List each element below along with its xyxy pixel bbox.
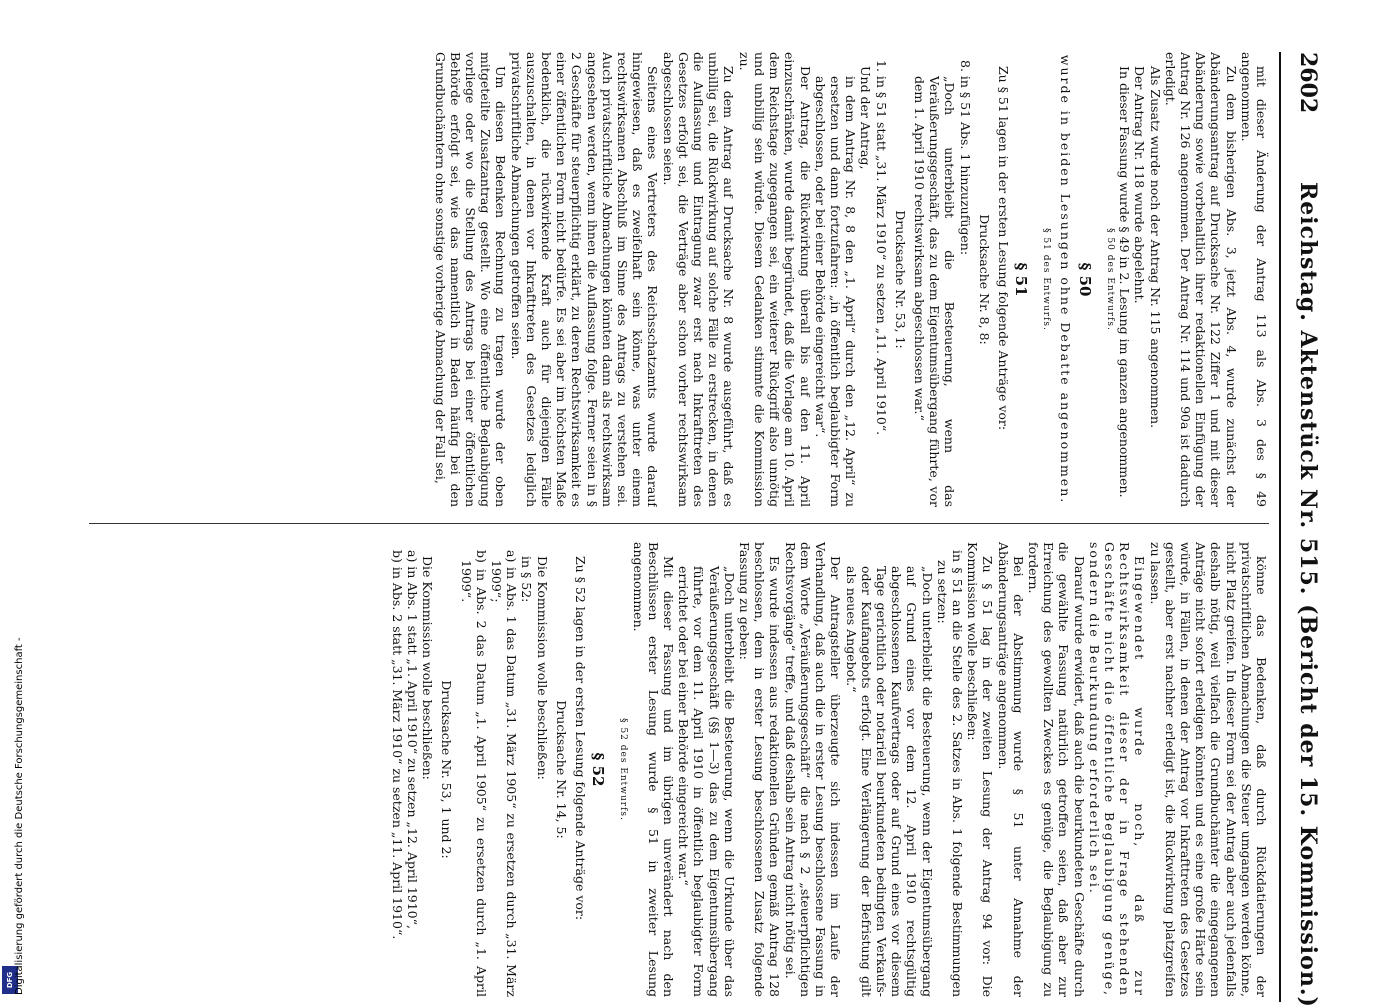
paragraph: Als Zusatz wurde noch der Antrag Nr. 115 angenommen. [1147,66,1163,429]
paragraph: wurde in beiden Lesungen ohne Debatte angenommen. [1057,54,1073,505]
motion-item: a) in Abs. 1 statt „1. April 1910“ zu setzen „12. April 1910“, [405,550,421,930]
section-subhead-50: § 50 des Entwurfs. [1104,228,1115,331]
quoted-text: in dem Antrag Nr. 8, 8 den „1. April“ durch den „12. April“ zu ersetzen und dann fortzufahren: „in öffentlich beglaubigter Form abgeschlossen, oder bei einer Behörde eingereicht war“. [812,76,859,507]
paragraph: Der Antragsteller überzeugte sich indessen im Laufe der Verhandlung, daß auch die in erster Lesung beschlossene Fassung in dem Worte „Veräußerungsgeschäft“ die nach § 2 „steuerpflichtigen Rechtsvorgänge“ treffe, und daß deshalb sein Antrag nicht nötig sei. [782,542,844,997]
paragraph: Mit dieser Fassung und im übrigen unverändert nach den Beschlüssen erster Lesung wurde § 51 in zweiter Lesung angenommen. [630,542,677,997]
motion-item: in § 51 an die Stelle des 2. Satzes in Abs. 1 folgende Bestimmungen zu setzen: [934,550,965,997]
motion-item: b) in Abs. 2 statt „31. März 1910“ zu setzen „11. April 1910“. [389,550,405,940]
paragraph: in § 52: [519,556,535,603]
paragraph: mit dieser Änderung der Antrag 113 als Abs. 3 des § 49 angenommen. [1238,52,1269,507]
paragraph: In dieser Fassung wurde § 49 in 2. Lesung im ganzen angenommen. [1117,66,1133,498]
paragraph: Bei der Abstimmung wurde § 51 unter Annahme der Abänderungsanträge angenommen. [995,542,1026,997]
page-number: 2602 [1295,52,1321,114]
paragraph: Es wurde indessen aus redaktionellen Gründen gemäß Antrag 128 beschlossen, dem in erster Lesung beschlossenen Zusatz folgende Fassung zu geben: [737,542,783,997]
paragraph: Zu § 52 lagen in der ersten Lesung folgende Anträge vor: [573,556,589,921]
motion-item: 8. in § 51 Abs. 1 hinzuzufügen: [957,60,973,256]
paragraph: Die Kommission wolle beschließen: [420,556,436,780]
dfg-logo-text: DFG [6,971,14,989]
left-column [89,52,1269,507]
section-subhead-52: § 52 des Entwurfs. [618,718,629,821]
column-divider [89,523,1269,524]
digitization-strip [0,0,25,1000]
page-header [1279,52,1327,1008]
newspaper-page [77,52,1327,1008]
paragraph: Der Antrag Nr. 118 wurde abgelehnt. [1132,66,1148,304]
document-reference: Drucksache Nr. 8, 8: [976,214,992,345]
paragraph: Darauf wurde erwidert, daß auch die beurkundeten Geschäfte durch die gewählte Fassung natürlich getroffen seien, daß aber zur Erreichung des gewollten Zweckes es genüge, die Beglaubigung zu fordern. [1025,542,1087,997]
digitization-credit: Digitalisierung gefördert durch die Deutsche Forschungsgemeinschaft - [14,637,25,995]
motion-item: 1. in § 51 statt „31. März 1910“ zu setzen „11. April 1910“. [873,60,889,436]
paragraph: Zu dem bisherigen Abs. 3, jetzt Abs. 4, wurde zunächst der Abänderungsantrag auf Drucksache Nr. 122 Ziffer 1 und mit dieser Abänderung sowie vorbehaltlich ihrer redaktionellen Einfügung der Antrag Nr. 126 angenommen. Der Antrag Nr. 114 und 90a ist dadurch erledigt. [1162,52,1239,507]
quoted-text: „Doch unterbleibt die Besteuerung, wenn das Veräußerungsgeschäft, das zu dem Eigentumsübergang führte, vor dem 1. April 1910 rechtswirksam abgeschlossen war.“ [911,76,958,507]
document-reference: Drucksache Nr. 53, 1 und 2: [439,680,455,859]
paragraph: Um diesen Bedenken Rechnung zu tragen wurde der oben mitgeteilte Zusatzantrag gestellt. Wo eine öffentliche Beglaubigung vorliege oder wo die Stellung des Antrags bei einer öffentlichen Behörde erfolgt sei, wie das namentlich in Baden häufig bei den Grundbuchämtern ohne sonstige vorherige Abmachung der Fall sei, [432,52,509,507]
section-heading-51: § 51 [1012,262,1031,297]
running-title: Reichstag. Aktenstück Nr. 515. (Bericht der 15. Kommission.) [1295,182,1321,1008]
motion-item: a) in Abs. 1 das Datum „31. März 1905“ zu ersetzen durch „31. März 1909“; [489,550,520,997]
paragraph: könne das Bedenken, daß durch Rückdatierungen der privatschriftlichen Abmachungen die Steuer umgangen werden könne, nicht Platz greifen. In dieser Form sei der Antrag aber auch jedenfalls deshalb nötig, weil vielfach die Grundbuchämter die eingegangenen Anträge nicht sofort erledigen könnten und es eine große Härte sein würde, in Fällen, in denen der Antrag vor Inkrafttreten des Gesetzes gestellt, aber erst nachher erledigt ist, die Rückwirkung platzgreifen zu lassen. [1147,542,1269,997]
paragraph: Zu § 51 lag in der zweiten Lesung der Antrag 94 vor: Die Kommission wolle beschließen: [965,542,996,997]
section-subhead-51: § 51 des Entwurfs. [1041,228,1052,331]
quoted-text: „Doch unterbleibt die Besteuerung, wenn der Eigentumsübergang auf Grund eines vor dem 12. April 1910 rechtsgültig abgeschlossenen Kaufvertrags oder auf Grund eines vor diesem Tage gerichtlich oder notariell beurkundeten bedingten Verkaufs- oder Kaufangebots erfolgt. Eine Verlängerung der Befristung gilt als neues Angebot.“ [843,566,935,997]
section-heading-52: § 52 [589,752,608,787]
paragraph: Zu § 51 lagen in der ersten Lesung folgende Anträge vor: [995,66,1011,431]
right-column [89,542,1269,997]
paragraph: Die Kommission wolle beschließen: [534,556,550,780]
paragraph: Seitens eines Vertreters des Reichsschatzamts wurde darauf hingewiesen, daß es zweifelhaft sein könne, was unter einem rechtswirksamen Abschluß im Sinne des Antrags zu verstehen sei. Auch privatschriftliche Abmachungen könnten dann als rechtswirksam angesehen werden, wenn ihnen die Auflassung folge. Ferner seien in § 2 Geschäfte für steuerpflichtig erklärt, zu deren Rechtswirksamkeit es einer öffentlichen Form nicht bedürfe. Es sei aber im höchsten Maße bedenklich, die rückwirkende Kraft auch für diejenigen Fälle auszuschalten, in denen vor Inkrafttreten des Gesetzes lediglich privatschriftliche Abmachungen getroffen seien. [508,52,661,507]
document-reference: Drucksache Nr. 53, 1: [892,210,908,349]
paragraph: Zu dem Antrag auf Drucksache Nr. 8 wurde ausgeführt, daß es unbillig sei, die Rückwirkung auf solche Fälle zu erstrecken, in denen die Auflassung und Eintragung zwar erst nach Inkrafttreten des Gesetzes erfolgt sei, die Verträge aber schon vorher rechtswirksam abgeschlossen seien. [660,52,737,507]
document-reference: Drucksache Nr. 14, 5: [553,700,569,839]
quoted-text: „Doch unterbleibt die Besteuerung, wenn die Urkunde über das Veräußerungsgeschäft (§§ 1—3) das zu dem Eigentumsübergang führte, vor dem 11. April 1910 in öffentlich beglaubigter Form errichtet oder bei einer Behörde eingereicht war.“ [676,566,737,997]
paragraph: Und der Antrag, [858,66,874,170]
paragraph: Der Antrag, die Rückwirkung überall bis auf den 11. April einzuschränken, wurde damit begründet, daß die Vorlage am 10. April dem Reichstage zugegangen sei, ein weiterer Rückgriff also unnötig und unbillig sein würde. Diesem Gedanken stimmte die Kommission zu. [736,52,813,507]
motion-item: b) in Abs. 2 das Datum „1. April 1905“ zu ersetzen durch „1. April 1909“. [458,550,489,997]
paragraph: Eingewendet wurde noch, daß zur Rechtswirksamkeit dieser der in Frage stehenden Geschäfte nicht die öffentliche Beglaubigung genüge, sondern die Beurkundung erforderlich sei. [1086,542,1148,997]
section-heading-50: § 50 [1075,262,1094,297]
